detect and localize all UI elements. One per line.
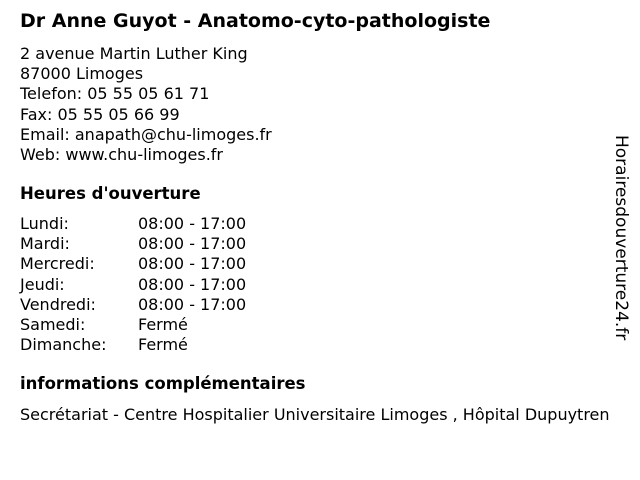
hours-row-tuesday (20, 234, 246, 254)
site-watermark: Horairesdouverture24.fr (611, 135, 631, 341)
website: Web: www.chu-limoges.fr (20, 145, 223, 165)
day-label: Jeudi: (20, 274, 65, 294)
day-hours: 08:00 - 17:00 (138, 254, 247, 274)
opening-hours-heading: Heures d'ouverture (20, 184, 201, 203)
hours-row-wednesday (20, 254, 246, 274)
additional-info-text: Secrétariat - Centre Hospitalier Universitaire Limoges , Hôpital Dupuytren (20, 405, 610, 424)
hours-row-monday (20, 214, 246, 234)
phone-number: Telefon: 05 55 05 61 71 (20, 84, 210, 104)
day-label: Lundi: (20, 214, 69, 233)
address-street: 2 avenue Martin Luther King (20, 44, 248, 63)
day-hours: 08:00 - 17:00 (138, 274, 247, 294)
day-label: Mercredi: (20, 254, 95, 274)
day-hours: 08:00 - 17:00 (138, 234, 247, 254)
day-label: Samedi: (20, 315, 86, 335)
day-hours: 08:00 - 17:00 (138, 214, 247, 233)
day-hours: Fermé (138, 335, 188, 355)
hours-row-sunday (20, 335, 246, 355)
day-hours: Fermé (138, 315, 188, 335)
opening-hours-table (20, 214, 246, 355)
fax-number: Fax: 05 55 05 66 99 (20, 104, 180, 124)
additional-info-heading: informations complémentaires (20, 374, 306, 393)
hours-row-friday (20, 295, 246, 315)
contact-block (20, 44, 272, 165)
day-label: Dimanche: (20, 335, 107, 355)
day-label: Vendredi: (20, 294, 96, 314)
email-address: Email: anapath@chu-limoges.fr (20, 124, 272, 144)
hours-row-thursday (20, 275, 246, 295)
page-title: Dr Anne Guyot - Anatomo-cyto-pathologiste (20, 10, 491, 32)
day-hours: 08:00 - 17:00 (138, 294, 247, 314)
hours-row-saturday (20, 315, 246, 335)
address-city: 87000 Limoges (20, 64, 144, 84)
day-label: Mardi: (20, 234, 70, 254)
